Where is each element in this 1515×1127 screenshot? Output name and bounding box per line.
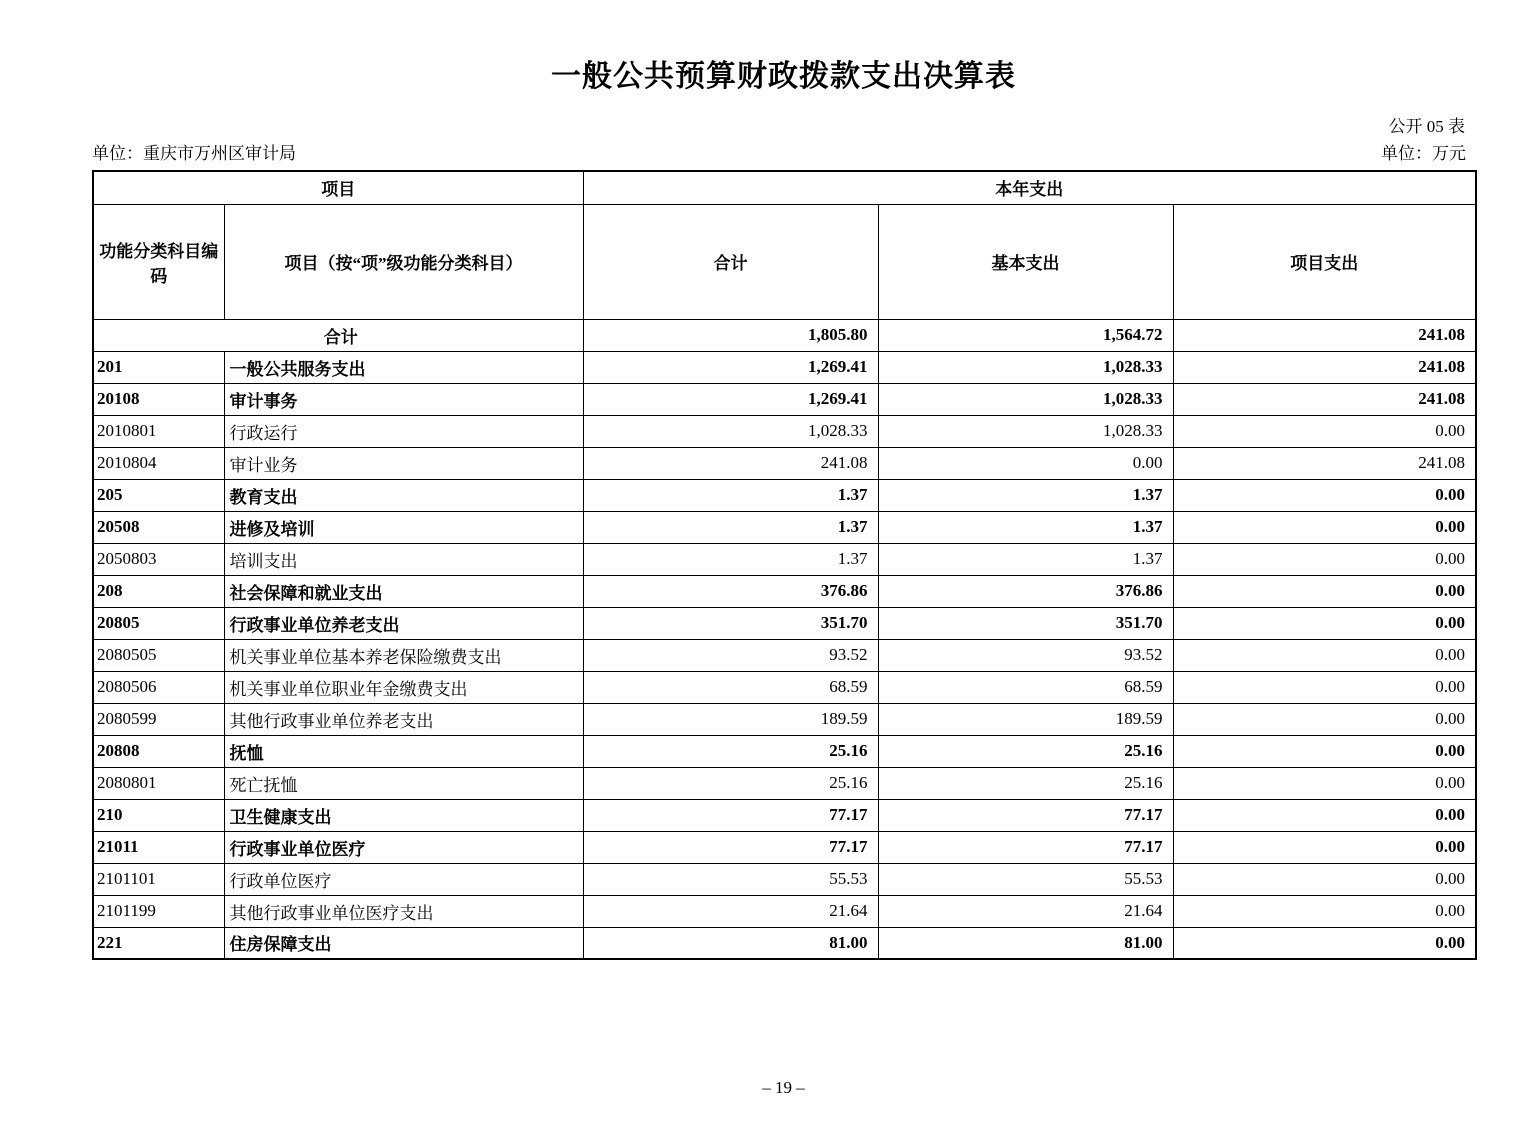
item-name-cell: 行政单位医疗 <box>224 863 583 895</box>
project-expense-cell: 0.00 <box>1173 863 1476 895</box>
table-row <box>93 863 1476 895</box>
header-group-current-year: 本年支出 <box>583 171 1476 204</box>
budget-table <box>92 170 1477 960</box>
total-cell: 376.86 <box>583 575 878 607</box>
total-cell: 241.08 <box>583 447 878 479</box>
project-expense-cell: 0.00 <box>1173 543 1476 575</box>
total-cell: 189.59 <box>583 703 878 735</box>
basic-expense-cell: 0.00 <box>878 447 1173 479</box>
total-cell: 25.16 <box>583 735 878 767</box>
basic-expense-cell: 21.64 <box>878 895 1173 927</box>
total-cell: 1.37 <box>583 479 878 511</box>
function-code-cell: 2101101 <box>93 863 224 895</box>
table-label: 公开 05 表 <box>1388 117 1465 136</box>
total-cell: 25.16 <box>583 767 878 799</box>
item-name-cell: 教育支出 <box>224 479 583 511</box>
project-expense-cell: 241.08 <box>1173 319 1476 351</box>
project-expense-cell: 0.00 <box>1173 511 1476 543</box>
function-code-cell: 20108 <box>93 383 224 415</box>
function-code-cell: 2010804 <box>93 447 224 479</box>
table-row <box>93 767 1476 799</box>
project-expense-cell: 0.00 <box>1173 703 1476 735</box>
table-row <box>93 575 1476 607</box>
item-name-cell: 抚恤 <box>224 735 583 767</box>
basic-expense-cell: 55.53 <box>878 863 1173 895</box>
basic-expense-cell: 1,028.33 <box>878 383 1173 415</box>
basic-expense-cell: 1.37 <box>878 511 1173 543</box>
table-row <box>93 895 1476 927</box>
project-expense-cell: 241.08 <box>1173 383 1476 415</box>
function-code-cell: 2101199 <box>93 895 224 927</box>
function-code-cell: 20805 <box>93 607 224 639</box>
project-expense-cell: 0.00 <box>1173 735 1476 767</box>
table-row <box>93 927 1476 959</box>
project-expense-cell: 241.08 <box>1173 351 1476 383</box>
project-expense-cell: 0.00 <box>1173 767 1476 799</box>
project-expense-cell: 0.00 <box>1173 607 1476 639</box>
item-name-cell: 死亡抚恤 <box>224 767 583 799</box>
item-name-cell: 行政运行 <box>224 415 583 447</box>
document-page <box>92 58 1475 960</box>
function-code-cell: 205 <box>93 479 224 511</box>
item-name-cell: 机关事业单位职业年金缴费支出 <box>224 671 583 703</box>
table-row <box>93 799 1476 831</box>
item-name-cell: 审计业务 <box>224 447 583 479</box>
total-cell: 68.59 <box>583 671 878 703</box>
item-name-cell: 其他行政事业单位医疗支出 <box>224 895 583 927</box>
header-columns-row <box>93 204 1476 319</box>
table-row <box>93 703 1476 735</box>
project-expense-cell: 0.00 <box>1173 927 1476 959</box>
function-code-cell: 208 <box>93 575 224 607</box>
table-row <box>93 831 1476 863</box>
table-row <box>93 415 1476 447</box>
basic-expense-cell: 81.00 <box>878 927 1173 959</box>
header-group-item: 项目 <box>93 171 583 204</box>
project-expense-cell: 0.00 <box>1173 831 1476 863</box>
project-expense-cell: 0.00 <box>1173 639 1476 671</box>
basic-expense-cell: 1.37 <box>878 543 1173 575</box>
basic-expense-cell: 77.17 <box>878 831 1173 863</box>
function-code-cell: 2080505 <box>93 639 224 671</box>
basic-expense-cell: 189.59 <box>878 703 1173 735</box>
basic-expense-cell: 1,028.33 <box>878 351 1173 383</box>
table-row <box>93 479 1476 511</box>
header-col-item: 项目（按“项”级功能分类科目） <box>224 204 583 319</box>
table-header <box>93 171 1476 319</box>
total-cell: 1,269.41 <box>583 383 878 415</box>
item-name-cell: 卫生健康支出 <box>224 799 583 831</box>
project-expense-cell: 0.00 <box>1173 415 1476 447</box>
function-code-cell: 20508 <box>93 511 224 543</box>
page-number: – 19 – <box>762 1078 805 1097</box>
function-code-cell: 20808 <box>93 735 224 767</box>
item-name-cell: 其他行政事业单位养老支出 <box>224 703 583 735</box>
total-cell: 77.17 <box>583 799 878 831</box>
function-code-cell: 2080599 <box>93 703 224 735</box>
project-expense-cell: 0.00 <box>1173 575 1476 607</box>
row-label-cell: 合计 <box>93 319 583 351</box>
basic-expense-cell: 376.86 <box>878 575 1173 607</box>
unit-name: 单位：重庆市万州区审计局 <box>92 144 296 163</box>
total-cell: 81.00 <box>583 927 878 959</box>
basic-expense-cell: 93.52 <box>878 639 1173 671</box>
page-title: 一般公共预算财政拨款支出决算表 <box>551 60 1016 93</box>
table-row <box>93 639 1476 671</box>
project-expense-cell: 241.08 <box>1173 447 1476 479</box>
basic-expense-cell: 1,564.72 <box>878 319 1173 351</box>
item-name-cell: 审计事务 <box>224 383 583 415</box>
project-expense-cell: 0.00 <box>1173 799 1476 831</box>
header-col-basic: 基本支出 <box>878 204 1173 319</box>
item-name-cell: 住房保障支出 <box>224 927 583 959</box>
item-name-cell: 行政事业单位养老支出 <box>224 607 583 639</box>
item-name-cell: 培训支出 <box>224 543 583 575</box>
item-name-cell: 社会保障和就业支出 <box>224 575 583 607</box>
basic-expense-cell: 68.59 <box>878 671 1173 703</box>
total-cell: 351.70 <box>583 607 878 639</box>
total-cell: 55.53 <box>583 863 878 895</box>
project-expense-cell: 0.00 <box>1173 895 1476 927</box>
table-row <box>93 607 1476 639</box>
table-row <box>93 351 1476 383</box>
total-cell: 77.17 <box>583 831 878 863</box>
basic-expense-cell: 25.16 <box>878 735 1173 767</box>
function-code-cell: 2080801 <box>93 767 224 799</box>
header-group-row <box>93 171 1476 204</box>
header-col-total: 合计 <box>583 204 878 319</box>
basic-expense-cell: 25.16 <box>878 767 1173 799</box>
basic-expense-cell: 1,028.33 <box>878 415 1173 447</box>
total-cell: 1,269.41 <box>583 351 878 383</box>
table-row <box>93 671 1476 703</box>
unit-row <box>92 143 1475 165</box>
item-name-cell: 进修及培训 <box>224 511 583 543</box>
unit-currency: 单位：万元 <box>1381 144 1466 163</box>
table-row <box>93 511 1476 543</box>
table-body <box>93 319 1476 959</box>
project-expense-cell: 0.00 <box>1173 479 1476 511</box>
function-code-cell: 201 <box>93 351 224 383</box>
table-row <box>93 543 1476 575</box>
header-col-code: 功能分类科目编码 <box>93 204 224 319</box>
total-cell: 1.37 <box>583 543 878 575</box>
total-cell: 93.52 <box>583 639 878 671</box>
function-code-cell: 210 <box>93 799 224 831</box>
total-cell: 1,805.80 <box>583 319 878 351</box>
table-row <box>93 735 1476 767</box>
total-cell: 21.64 <box>583 895 878 927</box>
total-cell: 1,028.33 <box>583 415 878 447</box>
total-cell: 1.37 <box>583 511 878 543</box>
function-code-cell: 21011 <box>93 831 224 863</box>
function-code-cell: 2080506 <box>93 671 224 703</box>
basic-expense-cell: 351.70 <box>878 607 1173 639</box>
item-name-cell: 机关事业单位基本养老保险缴费支出 <box>224 639 583 671</box>
basic-expense-cell: 77.17 <box>878 799 1173 831</box>
project-expense-cell: 0.00 <box>1173 671 1476 703</box>
table-row <box>93 383 1476 415</box>
table-row <box>93 319 1476 351</box>
table-row <box>93 447 1476 479</box>
header-col-project: 项目支出 <box>1173 204 1476 319</box>
function-code-cell: 221 <box>93 927 224 959</box>
function-code-cell: 2050803 <box>93 543 224 575</box>
item-name-cell: 一般公共服务支出 <box>224 351 583 383</box>
function-code-cell: 2010801 <box>93 415 224 447</box>
basic-expense-cell: 1.37 <box>878 479 1173 511</box>
item-name-cell: 行政事业单位医疗 <box>224 831 583 863</box>
